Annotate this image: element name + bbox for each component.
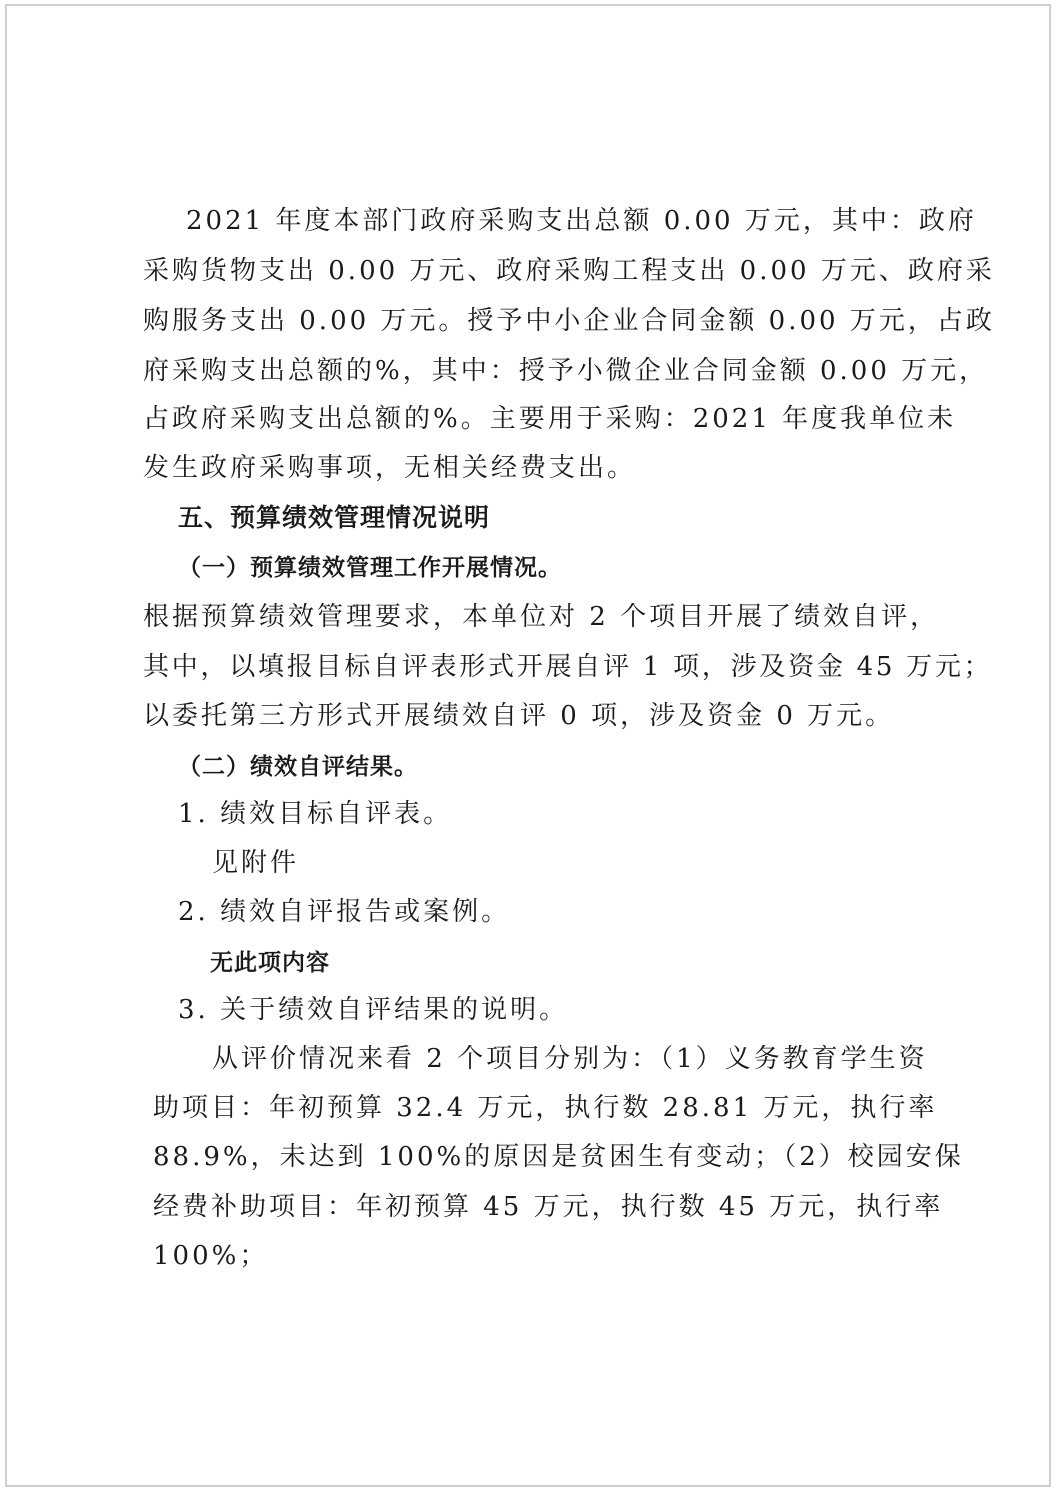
part1-line-3: 以委托第三方形式开展绩效自评 0 项，涉及资金 0 万元。 (143, 701, 895, 731)
item3-line-1: 从评价情况来看 2 个项目分别为：（1）义务教育学生资 (212, 1044, 928, 1074)
procurement-line-3: 购服务支出 0.00 万元。授予中小企业合同金额 0.00 万元，占政 (143, 306, 995, 336)
item3-title: 3. 关于绩效自评结果的说明。 (178, 995, 569, 1025)
item2-note: 无此项内容 (210, 950, 330, 976)
item3-line-3: 88.9%，未达到 100%的原因是贫困生有变动；（2）校园安保 (153, 1142, 964, 1172)
procurement-line-5: 占政府采购支出总额的%。主要用于采购：2021 年度我单位未 (143, 404, 957, 434)
item3-line-4: 经费补助项目：年初预算 45 万元，执行数 45 万元，执行率 (153, 1192, 944, 1222)
item2-title: 2. 绩效自评报告或案例。 (178, 897, 511, 927)
part1-heading: （一）预算绩效管理工作开展情况。 (178, 555, 562, 581)
section-heading: 五、预算绩效管理情况说明 (178, 503, 491, 532)
procurement-line-1: 2021 年度本部门政府采购支出总额 0.00 万元，其中：政府 (186, 206, 977, 236)
part1-line-1: 根据预算绩效管理要求，本单位对 2 个项目开展了绩效自评， (143, 602, 940, 632)
part2-heading: （二）绩效自评结果。 (178, 754, 418, 780)
item1-title: 1. 绩效目标自评表。 (178, 799, 453, 829)
procurement-line-4: 府采购支出总额的%，其中：授予小微企业合同金额 0.00 万元， (143, 356, 989, 386)
part1-line-2: 其中，以填报目标自评表形式开展自评 1 项，涉及资金 45 万元； (143, 652, 993, 682)
item3-line-5: 100%； (153, 1241, 269, 1271)
item3-line-2: 助项目：年初预算 32.4 万元，执行数 28.81 万元，执行率 (153, 1093, 938, 1123)
procurement-line-6: 发生政府采购事项，无相关经费支出。 (143, 453, 637, 483)
item1-note: 见附件 (212, 848, 300, 878)
procurement-line-2: 采购货物支出 0.00 万元、政府采购工程支出 0.00 万元、政府采 (143, 256, 995, 286)
